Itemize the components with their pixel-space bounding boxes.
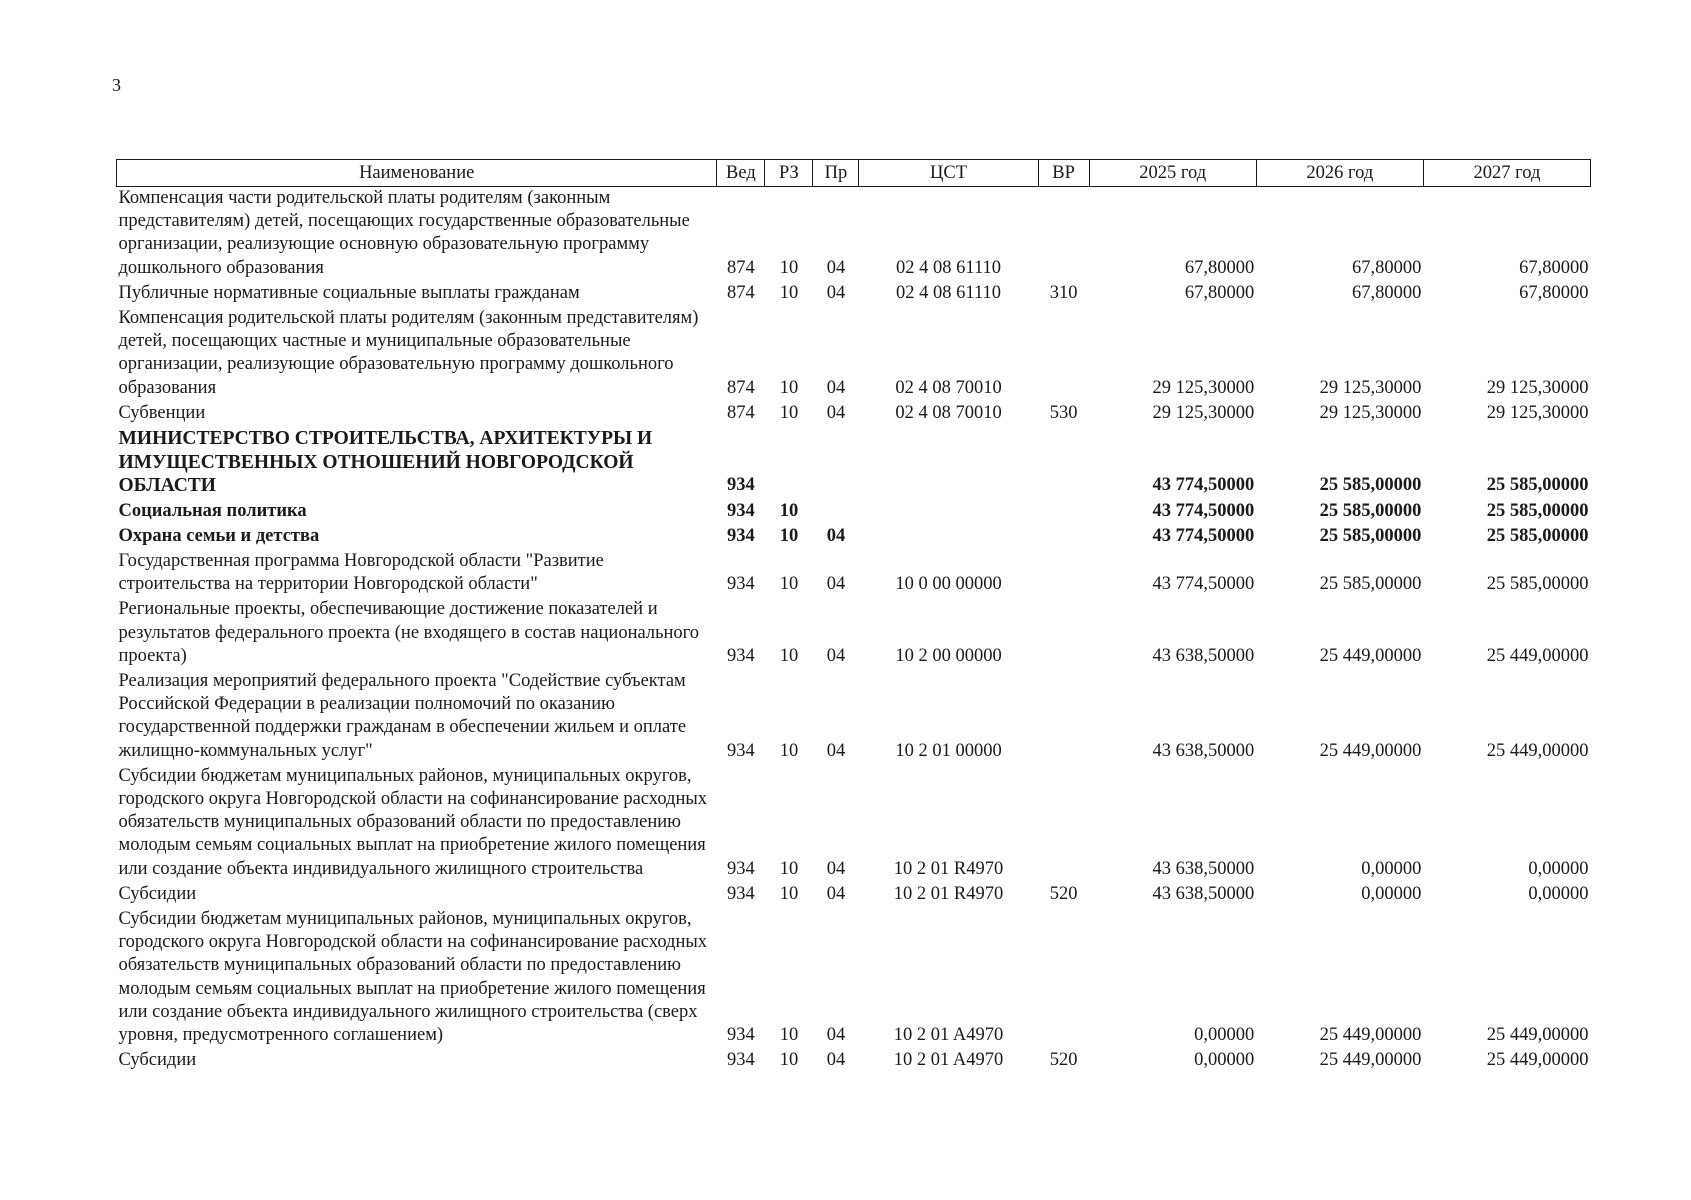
header-ved: Вед xyxy=(717,160,765,187)
table-row xyxy=(117,307,1591,402)
header-2025: 2025 год xyxy=(1089,160,1256,187)
cell-cst: 10 2 01 R4970 xyxy=(893,883,1004,904)
cell-2027: 0,00000 xyxy=(1528,858,1589,879)
cell-cst: 02 4 08 61110 xyxy=(896,257,1002,278)
cell-name: Компенсация части родительской платы родителям (законным представителям) детей, посещающих государственные образовательные организации, реализующие основную образовательную программу дошкольного образования xyxy=(118,188,690,278)
cell-2026: 25 585,00000 xyxy=(1319,525,1422,546)
table-row xyxy=(117,670,1591,765)
table-row xyxy=(117,187,1591,282)
cell-2025: 43 638,50000 xyxy=(1152,883,1255,904)
cell-ved: 934 xyxy=(727,574,755,595)
cell-rz: 10 xyxy=(779,500,799,521)
cell-rz: 10 xyxy=(779,883,799,904)
cell-2025: 43 638,50000 xyxy=(1152,740,1255,761)
cell-name: Субвенции xyxy=(118,402,206,423)
cell-2026: 29 125,30000 xyxy=(1319,402,1422,423)
cell-cst: 02 4 08 61110 xyxy=(896,282,1002,303)
cell-2025: 43 638,50000 xyxy=(1152,645,1255,666)
cell-ved: 934 xyxy=(727,525,755,546)
cell-2025: 43 774,50000 xyxy=(1152,500,1255,521)
cell-pr: 04 xyxy=(826,858,846,879)
cell-2027: 67,80000 xyxy=(1519,257,1589,278)
cell-2027: 25 585,00000 xyxy=(1486,574,1589,595)
cell-2026: 25 449,00000 xyxy=(1319,1025,1422,1045)
cell-2025: 29 125,30000 xyxy=(1152,377,1255,398)
header-2027: 2027 год xyxy=(1423,160,1590,187)
cell-cst: 02 4 08 70010 xyxy=(895,377,1002,398)
header-vr: ВР xyxy=(1038,160,1089,187)
cell-rz: 10 xyxy=(779,282,799,303)
table-row xyxy=(117,765,1591,883)
cell-2027: 67,80000 xyxy=(1519,282,1589,303)
cell-rz: 10 xyxy=(779,257,799,278)
cell-name: Субсидии xyxy=(118,883,197,904)
cell-2025: 29 125,30000 xyxy=(1152,402,1255,423)
cell-pr: 04 xyxy=(826,377,846,398)
cell-2025: 0,00000 xyxy=(1194,1050,1255,1071)
cell-pr: 04 xyxy=(826,883,846,904)
cell-rz: 10 xyxy=(779,525,799,546)
cell-ved: 874 xyxy=(727,402,755,423)
cell-name: Региональные проекты, обеспечивающие достижение показателей и результатов федерального проекта (не входящего в состав национального проекта) xyxy=(118,599,700,666)
budget-table xyxy=(116,159,1591,1074)
cell-rz: 10 xyxy=(779,645,799,666)
cell-ved: 934 xyxy=(727,475,755,496)
cell-cst xyxy=(859,525,1038,550)
table-row xyxy=(117,282,1591,307)
page-number: 3 xyxy=(112,75,121,95)
cell-name: Субсидии бюджетам муниципальных районов, муниципальных округов, городского округа Новгородской области на софинансирование расходных обязательств муниципальных образований области по предоставлению молодым семьям социальных выплат на приобретение жилого помещения или создание объекта индивидуального жилищного строительства xyxy=(118,765,708,879)
cell-vr: 530 xyxy=(1049,402,1078,423)
cell-cst: 10 2 00 00000 xyxy=(895,645,1002,666)
cell-name: Компенсация родительской платы родителям (законным представителям) детей, посещающих частные и муниципальные образовательные организации, реализующие образовательную программу дошкольного образования xyxy=(118,308,699,398)
cell-2026: 0,00000 xyxy=(1361,858,1422,879)
cell-cst: 02 4 08 70010 xyxy=(895,402,1002,423)
cell-2027: 25 449,00000 xyxy=(1486,645,1589,666)
cell-vr xyxy=(1038,187,1089,282)
cell-cst: 10 2 01 R4970 xyxy=(893,858,1004,879)
cell-2025: 67,80000 xyxy=(1184,282,1255,303)
cell-2026: 25 449,00000 xyxy=(1319,1050,1422,1071)
cell-pr: 04 xyxy=(826,1025,846,1045)
cell-2027: 0,00000 xyxy=(1528,883,1589,904)
cell-2026: 25 449,00000 xyxy=(1319,740,1422,761)
cell-vr xyxy=(1038,500,1089,525)
cell-pr: 04 xyxy=(826,257,846,278)
cell-name: Субсидии xyxy=(118,1050,197,1071)
cell-name: Охрана семьи и детства xyxy=(118,525,320,546)
cell-2027: 25 449,00000 xyxy=(1486,1025,1589,1045)
cell-rz: 10 xyxy=(779,740,799,761)
table-row xyxy=(117,525,1591,550)
cell-cst xyxy=(859,427,1038,500)
cell-name: Реализация мероприятий федерального проекта "Содействие субъектам Российской Федерации в реализации полномочий по оказанию государственной поддержки гражданам в обеспечении жильем и оплате жилищно-коммунальных услуг" xyxy=(118,670,687,761)
header-2026: 2026 год xyxy=(1256,160,1423,187)
cell-2026: 25 585,00000 xyxy=(1319,475,1422,496)
cell-2027: 25 449,00000 xyxy=(1486,1050,1589,1071)
cell-cst: 10 2 01 A4970 xyxy=(893,1050,1004,1071)
cell-2025: 67,80000 xyxy=(1184,257,1255,278)
cell-2025: 0,00000 xyxy=(1194,1025,1255,1045)
header-rz: РЗ xyxy=(765,160,813,187)
cell-cst: 10 2 01 A4970 xyxy=(893,1025,1004,1045)
cell-2027: 25 585,00000 xyxy=(1486,525,1589,546)
cell-rz: 10 xyxy=(779,574,799,595)
cell-name: Публичные нормативные социальные выплаты гражданам xyxy=(118,282,580,303)
cell-2027: 25 449,00000 xyxy=(1486,740,1589,761)
cell-2026: 29 125,30000 xyxy=(1319,377,1422,398)
cell-rz xyxy=(765,427,813,500)
cell-name: Социальная политика xyxy=(118,500,307,521)
cell-vr xyxy=(1038,908,1089,1049)
cell-2026: 25 585,00000 xyxy=(1319,500,1422,521)
table-header-row xyxy=(117,160,1591,187)
cell-ved: 934 xyxy=(727,1050,755,1071)
table-row xyxy=(117,598,1591,670)
cell-rz: 10 xyxy=(779,858,799,879)
table-row xyxy=(117,883,1591,908)
cell-vr xyxy=(1038,427,1089,500)
header-pr: Пр xyxy=(813,160,859,187)
cell-ved: 934 xyxy=(727,500,755,521)
cell-ved: 934 xyxy=(727,858,755,879)
cell-2026: 0,00000 xyxy=(1361,883,1422,904)
cell-ved: 934 xyxy=(727,1025,755,1045)
cell-2025: 43 774,50000 xyxy=(1152,574,1255,595)
header-name: Наименование xyxy=(117,160,717,187)
header-cst: ЦСТ xyxy=(859,160,1038,187)
cell-ved: 874 xyxy=(727,377,755,398)
cell-2027: 29 125,30000 xyxy=(1486,377,1589,398)
cell-pr xyxy=(813,427,859,500)
cell-2027: 25 585,00000 xyxy=(1486,500,1589,521)
cell-rz: 10 xyxy=(779,1025,799,1045)
cell-vr xyxy=(1038,525,1089,550)
cell-pr: 04 xyxy=(826,525,846,546)
cell-2027: 25 585,00000 xyxy=(1486,475,1589,496)
cell-vr: 520 xyxy=(1049,883,1078,904)
cell-pr: 04 xyxy=(826,740,846,761)
cell-vr xyxy=(1038,670,1089,765)
cell-name: Субсидии бюджетам муниципальных районов, муниципальных округов, городского округа Новгородской области на софинансирование расходных обязательств муниципальных образований области по предоставлению молодым семьям социальных выплат на приобретение жилого помещения или создание объекта индивидуального жилищного строительства (сверх уровня, предусмотренного соглашением) xyxy=(118,908,708,1045)
table-row xyxy=(117,550,1591,598)
cell-pr: 04 xyxy=(826,282,846,303)
cell-ved: 934 xyxy=(727,740,755,761)
cell-pr xyxy=(813,500,859,525)
cell-vr xyxy=(1038,765,1089,883)
cell-pr: 04 xyxy=(826,402,846,423)
cell-name: МИНИСТЕРСТВО СТРОИТЕЛЬСТВА, АРХИТЕКТУРЫ И ИМУЩЕСТВЕННЫХ ОТНОШЕНИЙ НОВГОРОДСКОЙ ОБЛАСТИ xyxy=(118,428,653,497)
cell-name: Государственная программа Новгородской области "Развитие строительства на территории Новгородской области" xyxy=(118,550,604,595)
cell-vr xyxy=(1038,307,1089,402)
cell-2027: 29 125,30000 xyxy=(1486,402,1589,423)
cell-cst: 10 0 00 00000 xyxy=(895,574,1002,595)
cell-vr xyxy=(1038,550,1089,598)
cell-rz: 10 xyxy=(779,1050,799,1071)
cell-ved: 874 xyxy=(727,282,755,303)
table-row xyxy=(117,1049,1591,1074)
cell-rz: 10 xyxy=(779,402,799,423)
cell-2026: 67,80000 xyxy=(1351,282,1422,303)
cell-ved: 934 xyxy=(727,645,755,666)
cell-2025: 43 774,50000 xyxy=(1152,475,1255,496)
table-row xyxy=(117,427,1591,500)
cell-pr: 04 xyxy=(826,645,846,666)
cell-ved: 874 xyxy=(727,257,755,278)
cell-vr: 520 xyxy=(1049,1050,1078,1071)
cell-vr: 310 xyxy=(1049,282,1078,303)
cell-pr: 04 xyxy=(826,1050,846,1071)
cell-rz: 10 xyxy=(779,377,799,398)
table-row xyxy=(117,908,1591,1049)
cell-2026: 25 449,00000 xyxy=(1319,645,1422,666)
cell-vr xyxy=(1038,598,1089,670)
cell-2025: 43 774,50000 xyxy=(1152,525,1255,546)
cell-2026: 25 585,00000 xyxy=(1319,574,1422,595)
cell-pr: 04 xyxy=(826,574,846,595)
table-row xyxy=(117,500,1591,525)
cell-2026: 67,80000 xyxy=(1351,257,1422,278)
table-row xyxy=(117,402,1591,427)
cell-ved: 934 xyxy=(727,883,755,904)
cell-cst: 10 2 01 00000 xyxy=(895,740,1002,761)
cell-2025: 43 638,50000 xyxy=(1152,858,1255,879)
cell-cst xyxy=(859,500,1038,525)
table-body xyxy=(117,187,1591,1075)
